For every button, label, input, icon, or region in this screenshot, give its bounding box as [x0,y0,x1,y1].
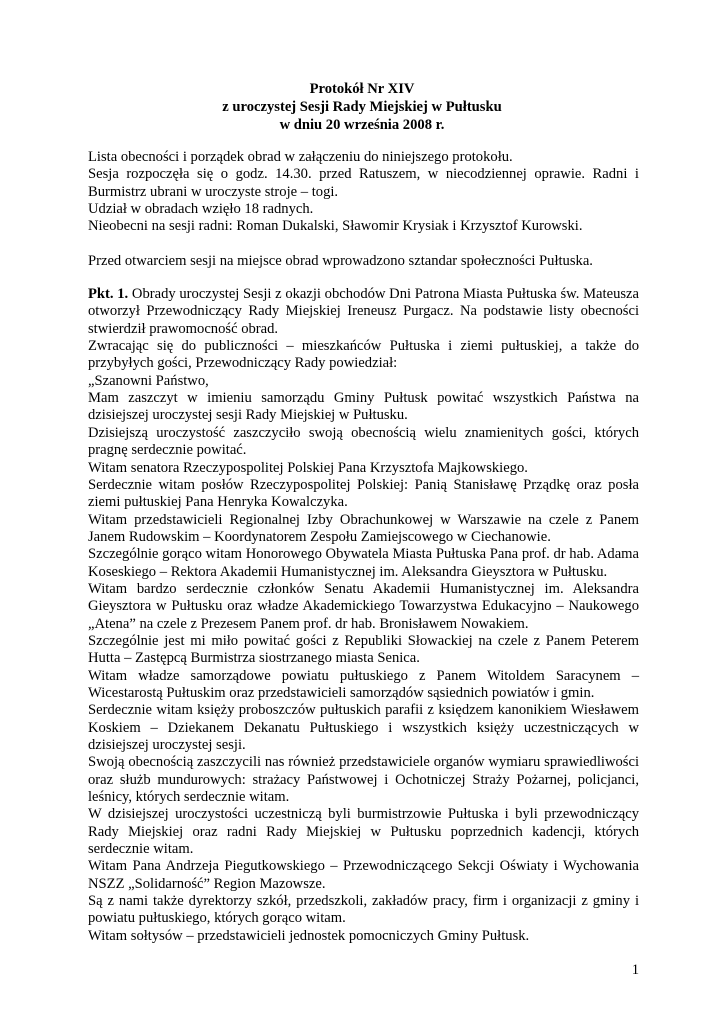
speech-paragraph: Serdecznie witam posłów Rzeczypospolitej Polskiej: Panią Stanisławę Prządkę oraz posła ziemi pułtuskiej Pana Henryka Kowalczyka. [88,476,639,511]
speech-paragraph: Serdecznie witam księży proboszczów pułtuskich parafii z księdzem kanonikiem Wiesławem Koskiem – Dziekanem Dekanatu Pułtuskiego i wszystkich księży uczestniczących w dzisiejszej uroczystej sesji. [88,702,639,753]
intro-absent: Nieobecni na sesji radni: Roman Dukalski, Sławomir Krysiak i Krzysztof Kurowski. [88,218,583,235]
speech-paragraph: W dzisiejszej uroczystości uczestniczą byli burmistrzowie Pułtuska i byli przewodniczący Rady Miejskiej oraz radni Rady Miejskiej w Pułtusku poprzednich kadencji, których serdecznie witam. [88,806,639,858]
speech-paragraph: Witam władze samorządowe powiatu pułtuskiego z Panem Witoldem Saracynem – Wicestarostą Pułtuskim oraz przedstawicieli samorządów sąsiednich powiatów i gmin. [88,667,639,701]
speech-paragraph: Witam senatora Rzeczypospolitej Polskiej Pana Krzysztofa Majkowskiego. [88,459,528,476]
title-line-2: z uroczystej Sesji Rady Miejskiej w Pułtusku [222,99,502,115]
speech-paragraph: Mam zaszczyt w imieniu samorządu Gminy Pułtusk powitać wszystkich Państwa na dzisiejszej uroczystej sesji Rady Miejskiej w Pułtusku. [88,390,639,424]
title-line-3: w dniu 20 września 2008 r. [279,117,445,133]
pkt1-label: Pkt. 1. [88,286,129,303]
speech-paragraph: Szczególnie gorąco witam Honorowego Obywatela Miasta Pułtuska Pana prof. dr hab. Adama Koseskiego – Rektora Akademii Humanistycznej im. Aleksandra Gieysztora w Pułtusku. [88,546,639,580]
speech-paragraph: Witam przedstawicieli Regionalnej Izby Obrachunkowej w Warszawie na czele z Panem Janem Rudowskim – Koordynatorem Zespołu Zamiejscowego w Ciechanowie. [88,511,639,545]
speech-paragraph: Dzisiejszą uroczystość zaszczyciło swoją obecnością wielu znamienitych gości, których pragnę serdecznie powitać. [88,424,639,459]
speech-paragraph: Są z nami także dyrektorzy szkół, przedszkoli, zakładów pracy, firm i organizacji z gminy i powiatu pułtuskiego, których gorąco witam. [88,893,639,927]
page-number: 1 [631,962,639,978]
speech-paragraph: Swoją obecnością zaszczycili nas również przedstawiciele organów wymiaru sprawiedliwości oraz służb mundurowych: strażacy Państwowej i Ochotniczej Straży Pożarnej, policjanci, leśnicy, których serdecznie witam. [88,754,639,806]
speech-paragraph: Witam sołtysów – przedstawicieli jednostek pomocniczych Gminy Pułtusk. [88,927,530,944]
intro-participants: Udział w obradach wzięło 18 radnych. [88,201,314,218]
title-line-1: Protokół Nr XIV [309,81,415,97]
speech-paragraph: Zwracając się do publiczności – mieszkańców Pułtuska i ziemi pułtuskiej, a także do przybyłych gości, Przewodniczący Rady powiedział: [88,338,639,372]
intro-start-time: Sesja rozpoczęła się o godz. 14.30. przed Ratuszem, w niecodziennej oprawie. Radni i Burmistrz ubrani w uroczyste stroje – togi. [88,166,639,200]
document-title [0,80,724,134]
banner-paragraph: Przed otwarciem sesji na miejsce obrad wprowadzono sztandar społeczności Pułtuska. [88,252,593,269]
speech-paragraph: Witam Pana Andrzeja Piegutkowskiego – Przewodniczącego Sekcji Oświaty i Wychowania NSZZ „Solidarność” Region Mazowsze. [88,858,639,892]
pkt1-text: Obrady uroczystej Sesji z okazji obchodów Dni Patrona Miasta Pułtuska św. Mateusza otworzył Przewodniczący Rady Miejskiej Ireneusz Purgacz. Na podstawie listy obecności stwierdził prawomocność obrad. [88,286,639,337]
speech-paragraph: „Szanowni Państwo, [88,372,209,389]
intro-attendance: Lista obecności i porządek obrad w załączeniu do niniejszego protokołu. [88,149,513,165]
speech-paragraph: Szczególnie jest mi miło powitać gości z Republiki Słowackiej na czele z Panem Peterem Hutta – Zastępcą Burmistrza siostrzanego miasta Senica. [88,632,639,667]
speech-paragraph: Witam bardzo serdecznie członków Senatu Akademii Humanistycznej im. Aleksandra Gieysztora w Pułtusku oraz władze Akademickiego Towarzystwa Edukacyjno – Naukowego „Atena” na czele z Prezesem Panem prof. dr hab. Bronisławem Nowakiem. [88,580,639,632]
document-body [88,149,639,945]
pkt1-paragraph [88,286,639,338]
